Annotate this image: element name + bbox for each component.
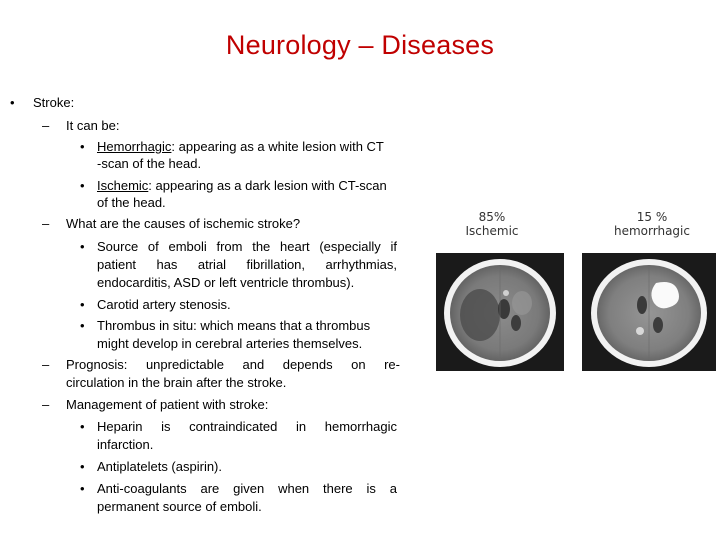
bullet-marker: • [80, 481, 85, 496]
dash-marker: – [42, 357, 50, 372]
ischemic-desc-cont: of the head. [97, 195, 166, 210]
emboli-text-cont: patient has atrial fibrillation, arrhythmias, [97, 257, 397, 272]
bullet-marker: • [80, 419, 85, 434]
emboli-text: Source of emboli from the heart (especially if [97, 239, 397, 254]
bullet-marker: • [10, 95, 15, 110]
hemorrhagic-label: hemorrhagic [614, 224, 690, 238]
bullet-marker: • [80, 318, 85, 333]
ischemic-caption [452, 210, 532, 238]
antiplatelets-text: Antiplatelets (aspirin). [97, 459, 222, 474]
stroke-heading: Stroke: [33, 95, 75, 110]
prognosis-text: Prognosis: unpredictable and depends on re- [66, 357, 400, 372]
heparin-text-cont: infarction. [97, 437, 154, 452]
hemorrhagic-desc-cont: -scan of the head. [97, 156, 202, 171]
ischemic-label: Ischemic [465, 224, 519, 238]
ischemic-term: Ischemic [97, 178, 149, 193]
bullet-marker: • [80, 459, 85, 474]
slide-title: Neurology – Diseases [225, 30, 495, 60]
emboli-text-end: endocarditis, ASD or left ventricle thrombus). [97, 275, 355, 290]
hemorrhagic-caption [602, 210, 702, 238]
dash-marker: – [42, 397, 50, 412]
it-can-be-text: It can be: [66, 118, 120, 133]
ct-scan-figure [432, 205, 720, 375]
dash-marker: – [42, 118, 50, 133]
hemorrhagic-percent: 15 % [636, 210, 668, 224]
carotid-text: Carotid artery stenosis. [97, 297, 231, 312]
causes-question: What are the causes of ischemic stroke? [66, 216, 301, 231]
bullet-marker: • [80, 178, 85, 193]
anticoag-text-cont: permanent source of emboli. [97, 499, 262, 514]
bullet-marker: • [80, 297, 85, 312]
heparin-text: Heparin is contraindicated in hemorrhagic [97, 419, 397, 434]
ischemic-ct-image [436, 253, 564, 371]
hemorrhagic-ct-image [582, 253, 716, 371]
anticoag-text: Anti-coagulants are given when there is a [97, 481, 397, 496]
bullet-marker: • [80, 239, 85, 254]
management-heading: Management of patient with stroke: [66, 397, 269, 412]
thrombus-text: Thrombus in situ: which means that a thrombus [97, 318, 371, 333]
thrombus-text-cont: might develop in cerebral arteries themselves. [97, 336, 363, 351]
ischemic-desc: : appearing as a dark lesion with CT-scan [148, 178, 387, 193]
hemorrhagic-term: Hemorrhagic [97, 139, 172, 154]
bullet-marker: • [80, 139, 85, 154]
hemorrhagic-desc: : appearing as a white lesion with CT [171, 139, 384, 154]
hemorrhagic-line [97, 138, 384, 156]
dash-marker: – [42, 216, 50, 231]
prognosis-text-cont: circulation in the brain after the stroke. [66, 375, 287, 390]
ischemic-percent: 85% [478, 210, 506, 224]
ischemic-line [97, 177, 387, 195]
